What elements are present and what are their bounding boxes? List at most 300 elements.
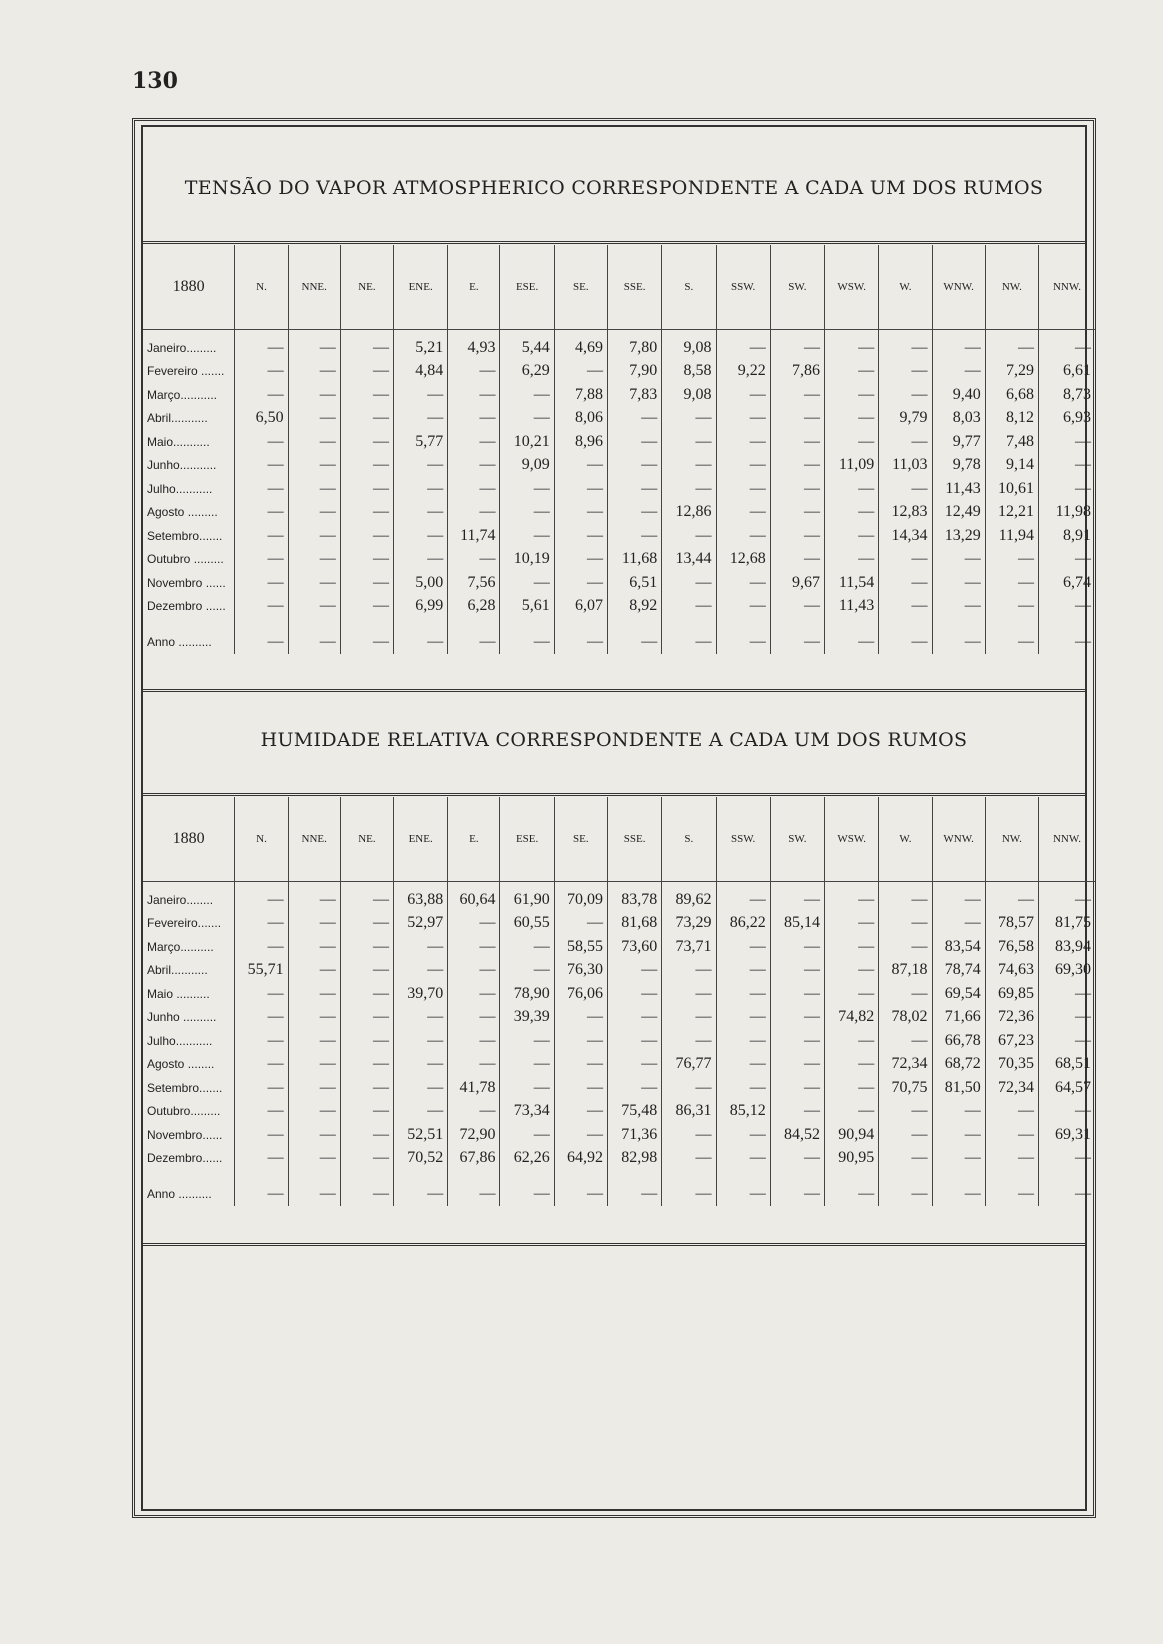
column-header: ESE. <box>500 797 554 882</box>
value-cell: 62,26 <box>500 1147 554 1171</box>
empty-cell <box>288 618 340 630</box>
value-cell: — <box>879 595 932 619</box>
value-cell: — <box>554 548 607 572</box>
table-row <box>143 571 1095 595</box>
value-cell: 72,34 <box>879 1053 932 1077</box>
value-cell: — <box>607 1182 661 1206</box>
column-header: WNW. <box>932 245 985 330</box>
value-cell: 81,75 <box>1039 912 1096 936</box>
value-cell: — <box>879 571 932 595</box>
value-cell: 7,80 <box>607 330 661 360</box>
column-header: ENE. <box>394 797 448 882</box>
value-cell: 69,54 <box>932 982 985 1006</box>
value-cell: — <box>235 1182 288 1206</box>
table-row <box>143 982 1095 1006</box>
value-cell: 9,09 <box>500 454 554 478</box>
table-row <box>143 524 1095 548</box>
value-cell: 9,08 <box>662 330 716 360</box>
value-cell: — <box>288 454 340 478</box>
column-header: SSE. <box>607 797 661 882</box>
value-cell: — <box>554 524 607 548</box>
table-row <box>143 383 1095 407</box>
value-cell: — <box>235 548 288 572</box>
value-cell: — <box>288 330 340 360</box>
relative-humidity-table <box>143 797 1095 1206</box>
value-cell: 5,61 <box>500 595 554 619</box>
value-cell: — <box>825 330 879 360</box>
month-label: Abril........... <box>147 963 208 978</box>
value-cell: — <box>879 330 932 360</box>
year-header: 1880 <box>143 245 235 330</box>
value-cell: — <box>288 630 340 654</box>
value-cell: — <box>448 1029 500 1053</box>
column-header: E. <box>448 245 500 330</box>
empty-cell <box>985 1170 1038 1182</box>
value-cell: — <box>932 882 985 912</box>
value-cell: — <box>340 630 393 654</box>
value-cell: — <box>879 1100 932 1124</box>
value-cell: 72,36 <box>985 1006 1038 1030</box>
value-cell: — <box>340 1053 393 1077</box>
value-cell: — <box>985 1100 1038 1124</box>
empty-cell <box>143 1170 235 1182</box>
value-cell: — <box>770 430 824 454</box>
value-cell: — <box>1039 1029 1096 1053</box>
value-cell: — <box>288 407 340 431</box>
value-cell: — <box>1039 330 1096 360</box>
value-cell: 83,94 <box>1039 935 1096 959</box>
value-cell: — <box>770 1100 824 1124</box>
value-cell: 12,83 <box>879 501 932 525</box>
value-cell: — <box>879 383 932 407</box>
value-cell: — <box>932 1123 985 1147</box>
value-cell: — <box>716 882 770 912</box>
value-cell: — <box>825 477 879 501</box>
value-cell: — <box>770 383 824 407</box>
value-cell: — <box>554 1053 607 1077</box>
value-cell: — <box>662 982 716 1006</box>
value-cell: — <box>770 1182 824 1206</box>
value-cell: — <box>340 383 393 407</box>
vapor-tension-title: TENSÃO DO VAPOR ATMOSPHERICO CORRESPONDENTE A CADA UM DOS RUMOS <box>184 177 1044 199</box>
value-cell: — <box>932 630 985 654</box>
value-cell: — <box>340 501 393 525</box>
value-cell: 58,55 <box>554 935 607 959</box>
value-cell: — <box>340 571 393 595</box>
value-cell: — <box>394 407 448 431</box>
divider <box>143 689 1085 692</box>
value-cell: — <box>500 407 554 431</box>
column-header: SW. <box>770 797 824 882</box>
value-cell: 64,92 <box>554 1147 607 1171</box>
value-cell: 68,51 <box>1039 1053 1096 1077</box>
value-cell: — <box>879 548 932 572</box>
month-label: Agosto ........ <box>147 1057 215 1072</box>
empty-cell <box>235 618 288 630</box>
value-cell: — <box>500 571 554 595</box>
column-header: NNW. <box>1039 797 1096 882</box>
value-cell: — <box>716 1123 770 1147</box>
value-cell: 82,98 <box>607 1147 661 1171</box>
value-cell: 70,09 <box>554 882 607 912</box>
value-cell: — <box>448 430 500 454</box>
empty-cell <box>879 618 932 630</box>
value-cell: — <box>932 330 985 360</box>
value-cell: — <box>554 1076 607 1100</box>
value-cell: — <box>235 1053 288 1077</box>
value-cell: — <box>770 524 824 548</box>
value-cell: — <box>448 630 500 654</box>
value-cell: — <box>394 501 448 525</box>
value-cell: 5,21 <box>394 330 448 360</box>
table-row <box>143 548 1095 572</box>
value-cell: — <box>288 1182 340 1206</box>
table-row <box>143 1006 1095 1030</box>
page-frame <box>132 118 1096 1518</box>
value-cell: 64,57 <box>1039 1076 1096 1100</box>
value-cell: — <box>770 595 824 619</box>
value-cell: — <box>985 882 1038 912</box>
header-row <box>143 797 1095 882</box>
column-header: WSW. <box>825 797 879 882</box>
value-cell: — <box>825 501 879 525</box>
empty-cell <box>879 1170 932 1182</box>
month-label: Abril........... <box>147 411 208 426</box>
value-cell: 9,22 <box>716 360 770 384</box>
value-cell: — <box>235 1006 288 1030</box>
value-cell: — <box>500 935 554 959</box>
empty-cell <box>825 618 879 630</box>
value-cell: — <box>716 982 770 1006</box>
value-cell: — <box>879 982 932 1006</box>
value-cell: 11,68 <box>607 548 661 572</box>
value-cell: — <box>932 912 985 936</box>
column-header: NNW. <box>1039 245 1096 330</box>
value-cell: — <box>288 430 340 454</box>
relative-humidity-title: HUMIDADE RELATIVA CORRESPONDENTE A CADA UM DOS RUMOS <box>260 729 968 751</box>
value-cell: — <box>825 935 879 959</box>
value-cell: 73,71 <box>662 935 716 959</box>
value-cell: — <box>607 1076 661 1100</box>
value-cell: — <box>1039 882 1096 912</box>
value-cell: 6,74 <box>1039 571 1096 595</box>
value-cell: 5,77 <box>394 430 448 454</box>
empty-cell <box>500 1170 554 1182</box>
value-cell: — <box>607 524 661 548</box>
value-cell: — <box>716 1053 770 1077</box>
value-cell: 7,88 <box>554 383 607 407</box>
value-cell: — <box>288 982 340 1006</box>
value-cell: — <box>770 1053 824 1077</box>
annual-row <box>143 1182 1095 1206</box>
value-cell: 73,34 <box>500 1100 554 1124</box>
value-cell: 8,06 <box>554 407 607 431</box>
page-number: 130 <box>132 68 178 94</box>
value-cell: 5,00 <box>394 571 448 595</box>
value-cell: — <box>235 882 288 912</box>
month-label: Fevereiro ....... <box>147 364 225 379</box>
column-header: ENE. <box>394 245 448 330</box>
table-row <box>143 1053 1095 1077</box>
value-cell: — <box>825 1182 879 1206</box>
column-header: SSE. <box>607 245 661 330</box>
value-cell: — <box>932 1100 985 1124</box>
value-cell: 90,95 <box>825 1147 879 1171</box>
value-cell: 9,78 <box>932 454 985 478</box>
table-row <box>143 912 1095 936</box>
value-cell: — <box>716 501 770 525</box>
column-header: W. <box>879 797 932 882</box>
value-cell: — <box>662 571 716 595</box>
value-cell: 7,86 <box>770 360 824 384</box>
value-cell: — <box>662 524 716 548</box>
value-cell: — <box>554 571 607 595</box>
value-cell: — <box>716 1006 770 1030</box>
month-label: Março.......... <box>147 939 214 954</box>
value-cell: — <box>770 959 824 983</box>
value-cell: 6,93 <box>1039 407 1096 431</box>
column-header: SSW. <box>716 245 770 330</box>
table-row <box>143 477 1095 501</box>
value-cell: — <box>394 383 448 407</box>
value-cell: 11,94 <box>985 524 1038 548</box>
value-cell: — <box>500 477 554 501</box>
value-cell: — <box>985 1182 1038 1206</box>
value-cell: — <box>288 1006 340 1030</box>
value-cell: — <box>662 407 716 431</box>
value-cell: 6,61 <box>1039 360 1096 384</box>
value-cell: — <box>879 430 932 454</box>
value-cell: — <box>394 935 448 959</box>
value-cell: — <box>662 1076 716 1100</box>
value-cell: 81,68 <box>607 912 661 936</box>
value-cell: — <box>500 1053 554 1077</box>
value-cell: — <box>235 1076 288 1100</box>
value-cell: 9,40 <box>932 383 985 407</box>
table-row <box>143 959 1095 983</box>
value-cell: — <box>235 571 288 595</box>
column-header: NW. <box>985 797 1038 882</box>
value-cell: 4,69 <box>554 330 607 360</box>
empty-cell <box>500 618 554 630</box>
value-cell: 55,71 <box>235 959 288 983</box>
value-cell: 9,67 <box>770 571 824 595</box>
vapor-tension-table <box>143 245 1095 654</box>
value-cell: — <box>770 882 824 912</box>
value-cell: — <box>394 959 448 983</box>
value-cell: 83,78 <box>607 882 661 912</box>
table-row <box>143 454 1095 478</box>
value-cell: — <box>448 912 500 936</box>
value-cell: 74,82 <box>825 1006 879 1030</box>
empty-cell <box>394 618 448 630</box>
value-cell: — <box>825 524 879 548</box>
divider <box>143 793 1085 796</box>
table-row <box>143 1076 1095 1100</box>
value-cell: — <box>288 595 340 619</box>
value-cell: 60,55 <box>500 912 554 936</box>
value-cell: — <box>448 548 500 572</box>
value-cell: 73,60 <box>607 935 661 959</box>
value-cell: — <box>662 1182 716 1206</box>
value-cell: — <box>770 1076 824 1100</box>
value-cell: — <box>607 1053 661 1077</box>
value-cell: — <box>235 935 288 959</box>
value-cell: 6,28 <box>448 595 500 619</box>
value-cell: — <box>770 1147 824 1171</box>
value-cell: 78,74 <box>932 959 985 983</box>
column-header: WSW. <box>825 245 879 330</box>
value-cell: — <box>448 383 500 407</box>
empty-cell <box>143 618 235 630</box>
value-cell: — <box>394 477 448 501</box>
value-cell: — <box>1039 454 1096 478</box>
empty-cell <box>607 618 661 630</box>
value-cell: 14,34 <box>879 524 932 548</box>
value-cell: — <box>288 935 340 959</box>
value-cell: 7,90 <box>607 360 661 384</box>
value-cell: — <box>340 1123 393 1147</box>
value-cell: — <box>825 1053 879 1077</box>
value-cell: — <box>500 1182 554 1206</box>
value-cell: 9,79 <box>879 407 932 431</box>
value-cell: — <box>716 959 770 983</box>
value-cell: 75,48 <box>607 1100 661 1124</box>
value-cell: — <box>770 454 824 478</box>
value-cell: — <box>1039 548 1096 572</box>
value-cell: — <box>235 477 288 501</box>
value-cell: — <box>662 595 716 619</box>
value-cell: — <box>340 330 393 360</box>
month-label: Julho........... <box>147 481 213 496</box>
value-cell: — <box>932 1147 985 1171</box>
value-cell: 8,92 <box>607 595 661 619</box>
value-cell: — <box>448 360 500 384</box>
value-cell: — <box>448 959 500 983</box>
value-cell: — <box>825 383 879 407</box>
value-cell: 78,02 <box>879 1006 932 1030</box>
value-cell: — <box>288 912 340 936</box>
value-cell: — <box>770 1029 824 1053</box>
value-cell: — <box>770 548 824 572</box>
value-cell: — <box>288 882 340 912</box>
value-cell: — <box>340 1029 393 1053</box>
value-cell: — <box>394 1053 448 1077</box>
value-cell: — <box>879 477 932 501</box>
value-cell: — <box>340 548 393 572</box>
value-cell: 4,84 <box>394 360 448 384</box>
empty-cell <box>340 1170 393 1182</box>
value-cell: — <box>1039 630 1096 654</box>
value-cell: — <box>288 548 340 572</box>
value-cell: — <box>340 524 393 548</box>
value-cell: — <box>394 1100 448 1124</box>
value-cell: — <box>770 330 824 360</box>
value-cell: 85,14 <box>770 912 824 936</box>
value-cell: — <box>1039 477 1096 501</box>
month-label: Outubro ......... <box>147 552 224 567</box>
empty-cell <box>770 1170 824 1182</box>
value-cell: 4,93 <box>448 330 500 360</box>
value-cell: — <box>340 454 393 478</box>
value-cell: — <box>235 1029 288 1053</box>
value-cell: — <box>340 595 393 619</box>
value-cell: 7,29 <box>985 360 1038 384</box>
value-cell: — <box>770 501 824 525</box>
value-cell: — <box>235 383 288 407</box>
value-cell: — <box>825 1029 879 1053</box>
value-cell: — <box>288 524 340 548</box>
value-cell: — <box>394 524 448 548</box>
value-cell: 76,30 <box>554 959 607 983</box>
value-cell: — <box>340 959 393 983</box>
divider <box>143 241 1085 244</box>
value-cell: — <box>500 524 554 548</box>
value-cell: — <box>340 1100 393 1124</box>
value-cell: 6,50 <box>235 407 288 431</box>
value-cell: — <box>1039 595 1096 619</box>
column-header: ESE. <box>500 245 554 330</box>
value-cell: — <box>288 959 340 983</box>
value-cell: — <box>340 1182 393 1206</box>
empty-cell <box>235 1170 288 1182</box>
table-row <box>143 1029 1095 1053</box>
value-cell: — <box>340 982 393 1006</box>
value-cell: — <box>288 360 340 384</box>
value-cell: 72,34 <box>985 1076 1038 1100</box>
value-cell: — <box>235 1147 288 1171</box>
value-cell: — <box>554 360 607 384</box>
empty-cell <box>607 1170 661 1182</box>
value-cell: — <box>500 1123 554 1147</box>
value-cell: — <box>607 477 661 501</box>
value-cell: 69,85 <box>985 982 1038 1006</box>
value-cell: — <box>985 1123 1038 1147</box>
value-cell: 6,29 <box>500 360 554 384</box>
value-cell: — <box>554 1100 607 1124</box>
value-cell: — <box>716 383 770 407</box>
value-cell: 68,72 <box>932 1053 985 1077</box>
value-cell: 8,12 <box>985 407 1038 431</box>
value-cell: — <box>448 407 500 431</box>
value-cell: — <box>825 407 879 431</box>
value-cell: 67,86 <box>448 1147 500 1171</box>
value-cell: 7,56 <box>448 571 500 595</box>
value-cell: — <box>662 454 716 478</box>
value-cell: 83,54 <box>932 935 985 959</box>
value-cell: 11,03 <box>879 454 932 478</box>
table-row <box>143 595 1095 619</box>
value-cell: — <box>607 959 661 983</box>
value-cell: — <box>340 1006 393 1030</box>
column-header: N. <box>235 797 288 882</box>
value-cell: — <box>288 1076 340 1100</box>
value-cell: — <box>716 1076 770 1100</box>
value-cell: — <box>662 1147 716 1171</box>
value-cell: — <box>879 360 932 384</box>
empty-cell <box>554 1170 607 1182</box>
value-cell: — <box>825 882 879 912</box>
value-cell: — <box>716 595 770 619</box>
value-cell: 67,23 <box>985 1029 1038 1053</box>
value-cell: — <box>825 360 879 384</box>
value-cell: 71,36 <box>607 1123 661 1147</box>
value-cell: — <box>985 330 1038 360</box>
value-cell: 74,63 <box>985 959 1038 983</box>
value-cell: 39,39 <box>500 1006 554 1030</box>
empty-cell <box>985 618 1038 630</box>
value-cell: — <box>500 383 554 407</box>
